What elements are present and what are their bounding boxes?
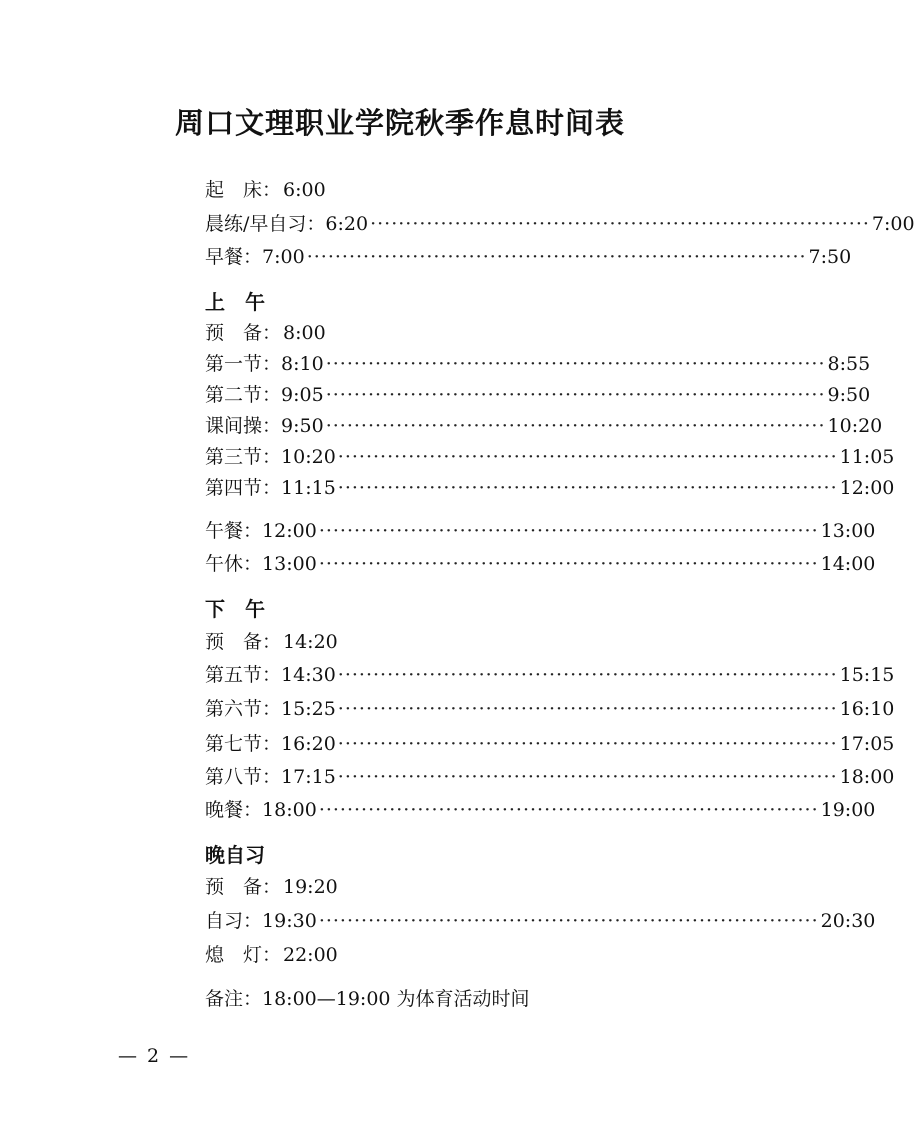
label-colon: ： (243, 246, 263, 268)
schedule-row (205, 242, 852, 272)
section-heading-evening: 晚自习 (205, 843, 265, 867)
section-heading-am: 上 午 (205, 290, 265, 314)
schedule-label: 午 餐 (205, 520, 244, 542)
label-colon: ： (262, 876, 282, 898)
label-colon: ： (262, 415, 282, 437)
start-time: 11:15 (281, 477, 336, 499)
start-time: 10:20 (281, 446, 336, 468)
label-colon: ： (262, 179, 282, 201)
dot-leader: ······································································· (325, 353, 826, 375)
dot-leader: ······································································· (325, 384, 826, 406)
end-time: 12:00 (839, 477, 895, 499)
schedule-row (205, 549, 876, 579)
schedule-label: 早 餐 (205, 246, 244, 268)
schedule-row (205, 380, 871, 410)
label-colon: ： (306, 213, 326, 235)
page-title: 周口文理职业学院秋季作息时间表 (174, 106, 625, 140)
start-time: 15:25 (281, 698, 336, 720)
label-colon: ： (262, 631, 282, 653)
label-colon: ： (262, 477, 282, 499)
label-colon: ： (262, 733, 282, 755)
label-colon: ： (243, 910, 263, 932)
schedule-row (205, 660, 895, 690)
start-time: 17:15 (281, 766, 336, 788)
schedule-row (205, 349, 871, 379)
label-colon: ： (262, 322, 282, 344)
schedule-row (205, 872, 635, 902)
end-time: 9:50 (827, 384, 871, 406)
end-time: 18:00 (839, 766, 895, 788)
schedule-label: 自 习 (205, 910, 244, 932)
schedule-label: 第五节 (205, 664, 263, 686)
schedule-label: 午 休 (205, 553, 244, 575)
schedule-label: 第二节 (205, 384, 263, 406)
label-colon: ： (243, 553, 263, 575)
label-colon: ： (262, 353, 282, 375)
dot-leader: ······································································· (318, 520, 819, 542)
dot-leader: ······································································· (318, 799, 819, 821)
schedule-row (205, 795, 876, 825)
schedule-label: 晨练/早自习 (205, 213, 307, 235)
schedule-label: 预 备 (205, 322, 262, 344)
end-time: 8:55 (827, 353, 871, 375)
start-time: 6:00 (283, 179, 326, 201)
page-number: — 2 — (118, 1045, 191, 1067)
label-colon: ： (262, 698, 282, 720)
schedule-label: 起 床 (205, 179, 262, 201)
schedule-row (205, 209, 915, 239)
label-colon: ： (262, 384, 282, 406)
label-colon: ： (262, 944, 282, 966)
dot-leader: ······································································· (337, 766, 838, 788)
end-time: 19:00 (820, 799, 876, 821)
end-time: 7:00 (871, 213, 915, 235)
label-colon: ： (243, 799, 263, 821)
start-time: 8:10 (281, 353, 324, 375)
schedule-row (205, 729, 895, 759)
dot-leader: ······································································· (337, 664, 838, 686)
end-time: 10:20 (827, 415, 883, 437)
schedule-label: 课间操 (205, 415, 263, 437)
dot-leader: ······································································· (337, 477, 838, 499)
end-time: 13:00 (820, 520, 876, 542)
schedule-row (205, 762, 895, 792)
label-colon: ： (262, 664, 282, 686)
dot-leader: ······································································· (370, 213, 870, 235)
end-time: 16:10 (839, 698, 895, 720)
start-time: 19:20 (283, 876, 338, 898)
schedule-label: 第四节 (205, 477, 263, 499)
schedule-row (205, 442, 895, 472)
end-time: 14:00 (820, 553, 876, 575)
schedule-row (205, 940, 635, 970)
remark-note: 备注：18:00—19:00 为体育活动时间 (205, 988, 530, 1010)
end-time: 17:05 (839, 733, 895, 755)
start-time: 14:30 (281, 664, 336, 686)
label-colon: ： (243, 520, 263, 542)
dot-leader: ······································································· (337, 446, 838, 468)
start-time: 14:20 (283, 631, 338, 653)
schedule-label: 第八节 (205, 766, 263, 788)
schedule-label: 熄 灯 (205, 944, 262, 966)
start-time: 13:00 (262, 553, 317, 575)
dot-leader: ······································································· (318, 553, 819, 575)
label-colon: ： (262, 766, 282, 788)
schedule-row (205, 318, 635, 348)
dot-leader: ······································································· (325, 415, 826, 437)
schedule-label: 第三节 (205, 446, 263, 468)
label-colon: ： (262, 446, 282, 468)
start-time: 22:00 (283, 944, 338, 966)
schedule-row (205, 175, 635, 205)
end-time: 15:15 (839, 664, 895, 686)
end-time: 11:05 (839, 446, 895, 468)
dot-leader: ······································································· (337, 733, 838, 755)
schedule-row (205, 906, 876, 936)
schedule-row (205, 473, 895, 503)
schedule-row (205, 516, 876, 546)
start-time: 7:00 (262, 246, 305, 268)
start-time: 9:05 (281, 384, 324, 406)
section-heading-pm: 下 午 (205, 597, 265, 621)
start-time: 12:00 (262, 520, 317, 542)
end-time: 20:30 (820, 910, 876, 932)
dot-leader: ······································································· (318, 910, 819, 932)
schedule-row (205, 627, 635, 657)
schedule-row (205, 411, 883, 441)
schedule-label: 第六节 (205, 698, 263, 720)
dot-leader: ······································································· (337, 698, 838, 720)
start-time: 9:50 (281, 415, 324, 437)
start-time: 19:30 (262, 910, 317, 932)
start-time: 18:00 (262, 799, 317, 821)
schedule-row (205, 694, 895, 724)
start-time: 16:20 (281, 733, 336, 755)
schedule-label: 晚 餐 (205, 799, 244, 821)
dot-leader: ······································································· (306, 246, 807, 268)
schedule-label: 第一节 (205, 353, 263, 375)
schedule-label: 预 备 (205, 876, 262, 898)
start-time: 6:20 (325, 213, 369, 235)
start-time: 8:00 (283, 322, 326, 344)
schedule-label: 第七节 (205, 733, 263, 755)
end-time: 7:50 (808, 246, 852, 268)
schedule-label: 预 备 (205, 631, 262, 653)
